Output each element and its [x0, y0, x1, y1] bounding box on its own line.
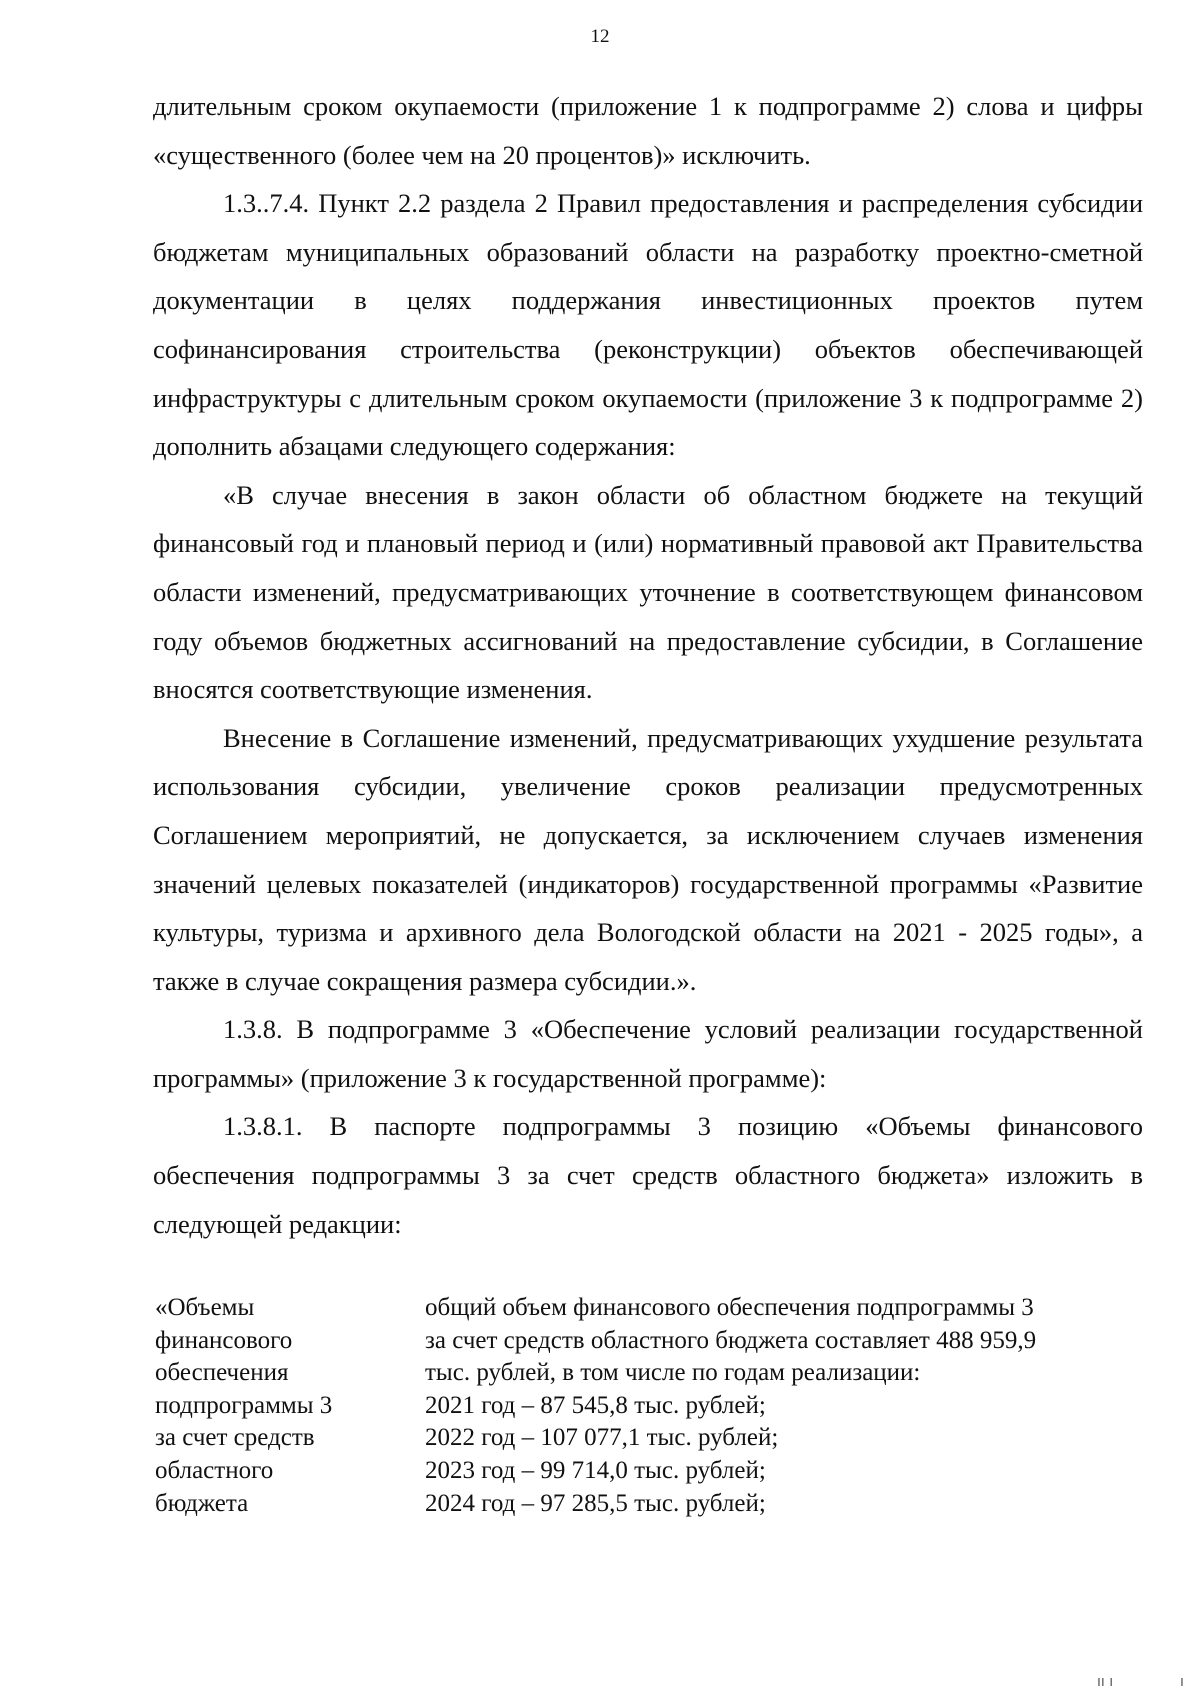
- paragraph: 1.3.8.1. В паспорте подпрограммы 3 позицию «Объемы финансового обеспечения подпрограммы 3 за счет средств областного бюджета» изложить в следующей редакции:: [153, 1111, 1143, 1239]
- passport-label-cell: [155, 1292, 425, 1520]
- paragraph: Внесение в Соглашение изменений, предусматривающих ухудшение результата использования субсидии, увеличение сроков реализации предусмотренных Соглашением мероприятий, не допускается, за исключением случаев изменения значений целевых показателей (индикаторов) государственной программы «Развитие культуры, туризма и архивного дела Вологодской области на 2021 - 2025 годы», а также в случае сокращения размера субсидии.».: [153, 722, 1143, 996]
- paragraph: «В случае внесения в закон области об областном бюджете на текущий финансовый год и плановый период и (или) нормативный правовой акт Правительства области изменений, предусматривающих уточнение в соответствующем финансовом году объемов бюджетных ассигнований на предоставление субсидии, в Соглашение вносятся соответствующие изменения.: [153, 479, 1143, 705]
- passport-row: [155, 1292, 1145, 1520]
- passport-value-line: за счет средств областного бюджета составляет 488 959,9: [425, 1326, 1037, 1354]
- passport-label-line: подпрограммы 3: [155, 1391, 333, 1419]
- scan-mark: ı: [1180, 1674, 1184, 1690]
- passport-value-cell: [425, 1292, 1145, 1520]
- passport-label-line: за счет средств: [155, 1424, 315, 1452]
- passport-label-line: бюджета: [155, 1489, 249, 1517]
- passport-label-line: «Объемы: [155, 1294, 255, 1321]
- passport-table: [155, 1292, 1145, 1520]
- scan-mark: ıı ı: [1097, 1674, 1114, 1690]
- passport-value-line: общий объем финансового обеспечения подпрограммы 3: [425, 1294, 1034, 1321]
- passport-value-line: 2021 год – 87 545,8 тыс. рублей;: [425, 1391, 766, 1419]
- page-number: 12: [590, 26, 610, 47]
- passport-value-line: 2022 год – 107 077,1 тыс. рублей;: [425, 1424, 779, 1452]
- passport-label-line: финансового: [155, 1326, 293, 1354]
- paragraph: 1.3.8. В подпрограмме 3 «Обеспечение условий реализации государственной программы» (приложение 3 к государственной программе):: [153, 1014, 1143, 1093]
- passport-value-line: 2023 год – 99 714,0 тыс. рублей;: [425, 1456, 766, 1484]
- passport-value-line: 2024 год – 97 285,5 тыс. рублей;: [425, 1489, 766, 1517]
- passport-label-line: областного: [155, 1456, 274, 1484]
- passport-label-line: обеспечения: [155, 1359, 289, 1387]
- paragraph: длительным сроком окупаемости (приложение 1 к подпрограмме 2) слова и цифры «существенного (более чем на 20 процентов)» исключить.: [153, 91, 1143, 170]
- passport-value-line: тыс. рублей, в том числе по годам реализации:: [425, 1359, 921, 1387]
- document-body: [153, 82, 1143, 1248]
- paragraph: 1.3..7.4. Пункт 2.2 раздела 2 Правил предоставления и распределения субсидии бюджетам муниципальных образований области на разработку проектно-сметной документации в целях поддержания инвестиционных проектов путем софинансирования строительства (реконструкции) объектов обеспечивающей инфраструктуры с длительным сроком окупаемости (приложение 3 к подпрограмме 2) дополнить абзацами следующего содержания:: [153, 188, 1143, 462]
